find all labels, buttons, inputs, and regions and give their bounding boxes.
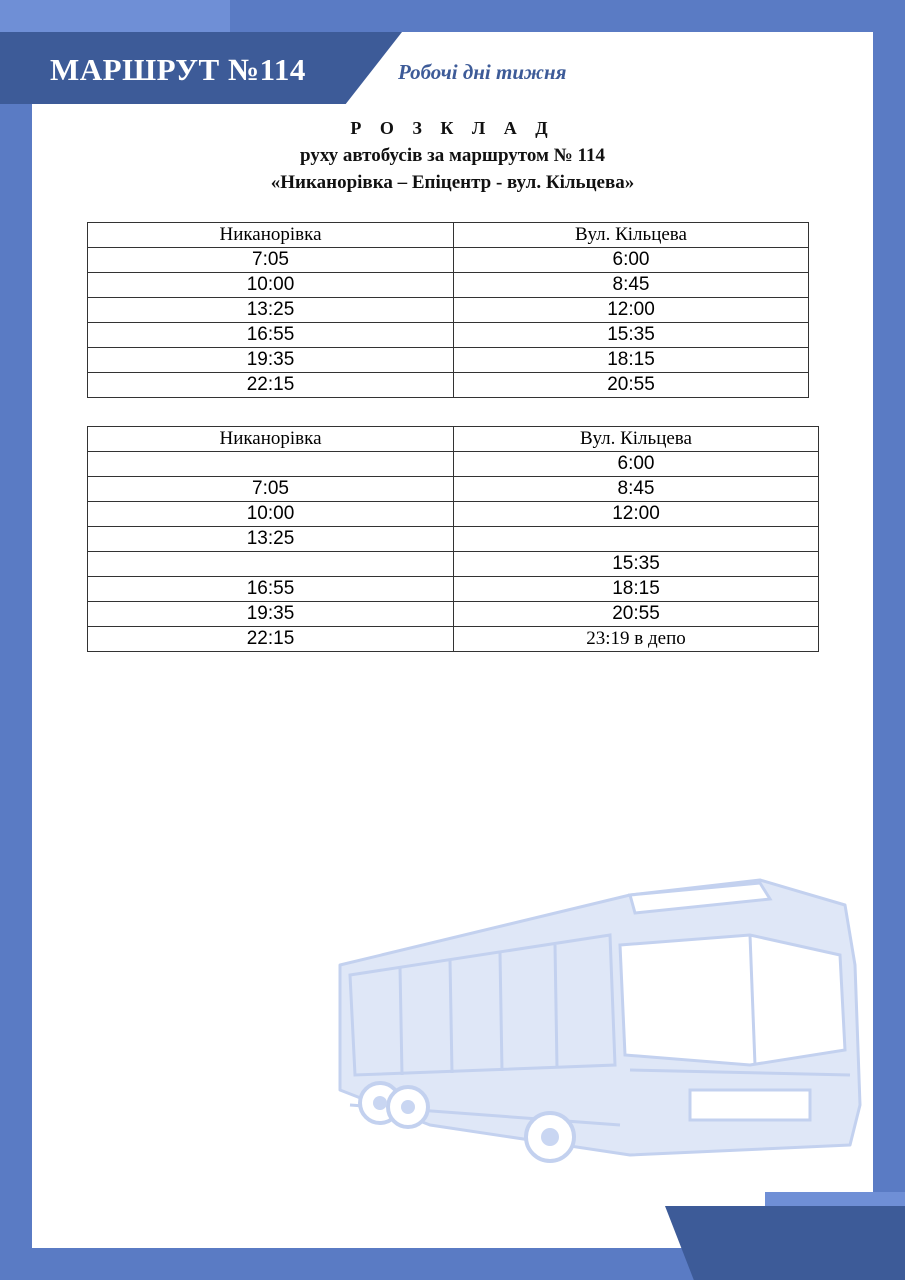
departure-time [88, 552, 454, 577]
departure-time: 20:55 [454, 602, 819, 627]
departure-time: 18:15 [454, 348, 809, 373]
table-row [88, 452, 819, 477]
table-row [88, 273, 809, 298]
table-header-row [88, 223, 809, 248]
departure-time: 13:25 [88, 298, 454, 323]
route-stops: «Никанорівка – Епіцентр - вул. Кільцева» [270, 172, 635, 193]
departure-time: 12:00 [454, 298, 809, 323]
depot-arrival-time: 23:19 в депо [454, 627, 819, 652]
departure-time: 15:35 [454, 552, 819, 577]
table-row [88, 298, 809, 323]
column-header-kiltseva: Вул. Кільцева [454, 223, 809, 248]
departure-time: 7:05 [88, 248, 454, 273]
table-row [88, 627, 819, 652]
table-header-row [88, 427, 819, 452]
table-row [88, 577, 819, 602]
departure-time: 10:00 [88, 273, 454, 298]
table-row [88, 502, 819, 527]
departure-time: 12:00 [454, 502, 819, 527]
schedule-table-1 [87, 222, 809, 398]
departure-time: 22:15 [88, 373, 454, 398]
table-row [88, 527, 819, 552]
column-header-kiltseva: Вул. Кільцева [454, 427, 819, 452]
departure-time: 19:35 [88, 602, 454, 627]
departure-time: 6:00 [454, 452, 819, 477]
departure-time: 13:25 [88, 527, 454, 552]
bus-icon [330, 875, 875, 1180]
table-row [88, 552, 819, 577]
departure-time: 22:15 [88, 627, 454, 652]
departure-time [454, 527, 819, 552]
frame-stripe-decoration [770, 1192, 905, 1206]
departure-time: 10:00 [88, 502, 454, 527]
table-row [88, 477, 819, 502]
departure-time: 8:45 [454, 477, 819, 502]
departure-time: 16:55 [88, 577, 454, 602]
frame-corner-decoration [0, 0, 230, 32]
route-title: МАРШРУТ №114 [50, 52, 306, 87]
column-header-nykanorivka: Никанорівка [88, 427, 454, 452]
departure-time: 7:05 [88, 477, 454, 502]
departure-time: 6:00 [454, 248, 809, 273]
schedule-table-2 [87, 426, 819, 652]
schedule-heading: Р О З К Л А Д [350, 118, 555, 138]
schedule-subheading: руху автобусів за маршрутом № 114 [300, 145, 605, 166]
table-row [88, 348, 809, 373]
column-header-nykanorivka: Никанорівка [88, 223, 454, 248]
table-row [88, 602, 819, 627]
frame-stripe-decoration [665, 1206, 905, 1280]
departure-time: 20:55 [454, 373, 809, 398]
departure-time: 19:35 [88, 348, 454, 373]
departure-time [88, 452, 454, 477]
departure-time: 16:55 [88, 323, 454, 348]
departure-time: 8:45 [454, 273, 809, 298]
table-row [88, 323, 809, 348]
table-row [88, 248, 809, 273]
departure-time: 15:35 [454, 323, 809, 348]
table-row [88, 373, 809, 398]
departure-time: 18:15 [454, 577, 819, 602]
days-label: Робочі дні тижня [398, 60, 567, 84]
